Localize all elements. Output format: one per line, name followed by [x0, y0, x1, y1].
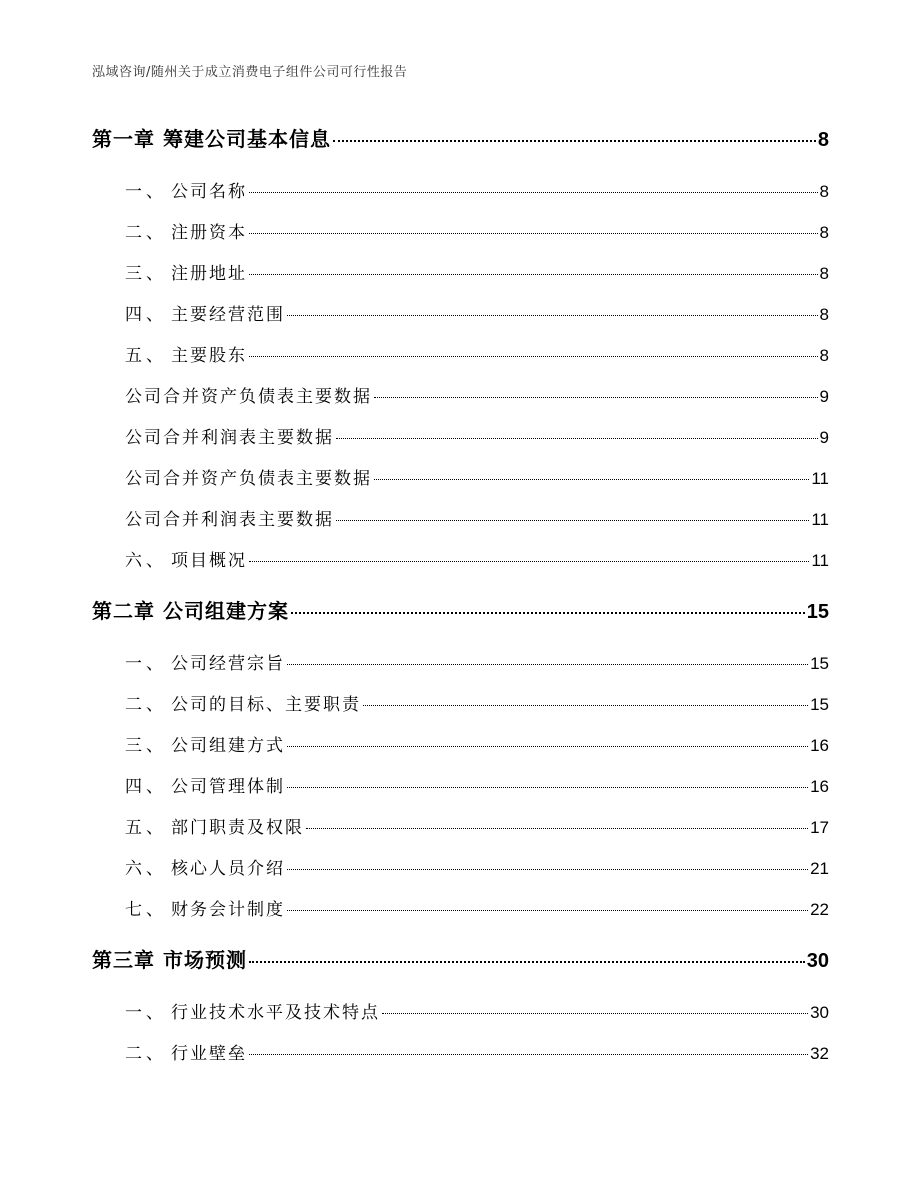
toc-entry-title: 公司的目标、主要职责 — [171, 695, 361, 715]
toc-entry-title: 财务会计制度 — [171, 900, 285, 920]
toc-entry-title: 注册地址 — [171, 264, 247, 284]
toc-entry-title: 注册资本 — [171, 223, 247, 243]
toc-section-entry[interactable] — [125, 177, 829, 202]
toc-entry-title: 行业技术水平及技术特点 — [171, 1003, 380, 1023]
toc-entry-title: 核心人员介绍 — [171, 859, 285, 879]
toc-dot-leader — [287, 868, 808, 870]
toc-entry-page-number: 9 — [819, 428, 829, 447]
toc-dot-leader — [336, 437, 818, 439]
toc-entry-title: 公司经营宗旨 — [171, 654, 285, 674]
toc-entry-number: 二、 — [125, 1044, 167, 1064]
toc-section-entry[interactable] — [125, 649, 829, 674]
toc-chapter-entry[interactable] — [92, 123, 829, 152]
toc-entry-number: 七、 — [125, 900, 167, 920]
toc-section-entry[interactable] — [125, 895, 829, 920]
toc-section-entry[interactable] — [125, 341, 829, 366]
toc-entry-number: 五、 — [125, 346, 167, 366]
toc-entry-title: 第一章 筹建公司基本信息 — [92, 127, 331, 151]
toc-chapter-entry[interactable] — [92, 944, 829, 973]
toc-dot-leader — [249, 273, 818, 275]
toc-entry-page-number: 17 — [810, 818, 829, 837]
toc-entry-page-number: 30 — [810, 1003, 829, 1022]
toc-entry-number: 四、 — [125, 305, 167, 325]
toc-dot-leader — [249, 560, 809, 562]
toc-entry-page-number: 8 — [819, 182, 829, 201]
toc-entry-title: 第三章 市场预测 — [92, 948, 247, 972]
toc-entry-number: 五、 — [125, 818, 167, 838]
toc-entry-page-number: 15 — [806, 601, 829, 623]
toc-entry-number: 二、 — [125, 695, 167, 715]
toc-dot-leader — [287, 663, 808, 665]
toc-entry-page-number: 15 — [810, 654, 829, 673]
toc-section-entry[interactable] — [125, 854, 829, 879]
toc-section-entry[interactable] — [125, 382, 829, 407]
toc-entry-page-number: 15 — [810, 695, 829, 714]
toc-entry-title: 第二章 公司组建方案 — [92, 599, 289, 623]
toc-entry-page-number: 9 — [819, 387, 829, 406]
toc-entry-title: 公司管理体制 — [171, 777, 285, 797]
toc-dot-leader — [249, 355, 818, 357]
toc-dot-leader — [374, 396, 818, 398]
toc-entry-title: 公司合并利润表主要数据 — [125, 428, 334, 448]
toc-dot-leader — [374, 478, 809, 480]
toc-entry-page-number: 8 — [817, 129, 829, 151]
toc-dot-leader — [287, 314, 818, 316]
toc-entry-number: 一、 — [125, 1003, 167, 1023]
toc-section-entry[interactable] — [125, 464, 829, 489]
toc-entry-number: 三、 — [125, 736, 167, 756]
toc-entry-page-number: 30 — [806, 950, 829, 972]
toc-dot-leader — [333, 139, 816, 142]
toc-entry-page-number: 21 — [810, 859, 829, 878]
toc-entry-title: 公司名称 — [171, 182, 247, 202]
toc-entry-page-number: 16 — [810, 777, 829, 796]
toc-entry-page-number: 11 — [811, 551, 829, 570]
toc-dot-leader — [363, 704, 808, 706]
toc-entry-page-number: 8 — [819, 346, 829, 365]
toc-section-entry[interactable] — [125, 423, 829, 448]
toc-entry-title: 主要经营范围 — [171, 305, 285, 325]
page-header-title: 泓域咨询/随州关于成立消费电子组件公司可行性报告 — [92, 65, 408, 80]
toc-entry-title: 公司合并资产负债表主要数据 — [125, 469, 372, 489]
toc-section-entry[interactable] — [125, 813, 829, 838]
toc-entry-number: 六、 — [125, 551, 167, 571]
toc-dot-leader — [287, 786, 808, 788]
toc-entry-number: 二、 — [125, 223, 167, 243]
toc-entry-title: 部门职责及权限 — [171, 818, 304, 838]
toc-section-entry[interactable] — [125, 690, 829, 715]
toc-dot-leader — [249, 191, 818, 193]
toc-dot-leader — [249, 232, 818, 234]
toc-dot-leader — [306, 827, 808, 829]
toc-entry-title: 公司组建方式 — [171, 736, 285, 756]
toc-entry-page-number: 8 — [819, 264, 829, 283]
toc-dot-leader — [287, 745, 808, 747]
toc-entry-page-number: 22 — [810, 900, 829, 919]
toc-dot-leader — [249, 1053, 808, 1055]
toc-entry-number: 一、 — [125, 182, 167, 202]
toc-chapter-entry[interactable] — [92, 595, 829, 624]
toc-entry-number: 六、 — [125, 859, 167, 879]
toc-section-entry[interactable] — [125, 772, 829, 797]
toc-section-entry[interactable] — [125, 546, 829, 571]
toc-entry-page-number: 8 — [819, 305, 829, 324]
toc-entry-page-number: 11 — [811, 469, 829, 488]
toc-entry-number: 三、 — [125, 264, 167, 284]
toc-section-entry[interactable] — [125, 731, 829, 756]
toc-section-entry[interactable] — [125, 505, 829, 530]
toc-entry-page-number: 32 — [810, 1044, 829, 1063]
toc-entry-page-number: 8 — [819, 223, 829, 242]
toc-dot-leader — [291, 611, 805, 614]
toc-section-entry[interactable] — [125, 218, 829, 243]
toc-dot-leader — [336, 519, 809, 521]
toc-section-entry[interactable] — [125, 998, 829, 1023]
toc-entry-title: 公司合并利润表主要数据 — [125, 510, 334, 530]
toc-dot-leader — [382, 1012, 808, 1014]
toc-section-entry[interactable] — [125, 259, 829, 284]
toc-entry-title: 行业壁垒 — [171, 1044, 247, 1064]
toc-dot-leader — [249, 960, 805, 963]
toc-section-entry[interactable] — [125, 1039, 829, 1064]
toc-entry-page-number: 11 — [811, 510, 829, 529]
toc-entry-title: 公司合并资产负债表主要数据 — [125, 387, 372, 407]
toc-section-entry[interactable] — [125, 300, 829, 325]
toc-entry-title: 主要股东 — [171, 346, 247, 366]
toc-entry-title: 项目概况 — [171, 551, 247, 571]
toc-entry-number: 四、 — [125, 777, 167, 797]
toc-entry-number: 一、 — [125, 654, 167, 674]
toc-entry-page-number: 16 — [810, 736, 829, 755]
toc-dot-leader — [287, 909, 808, 911]
